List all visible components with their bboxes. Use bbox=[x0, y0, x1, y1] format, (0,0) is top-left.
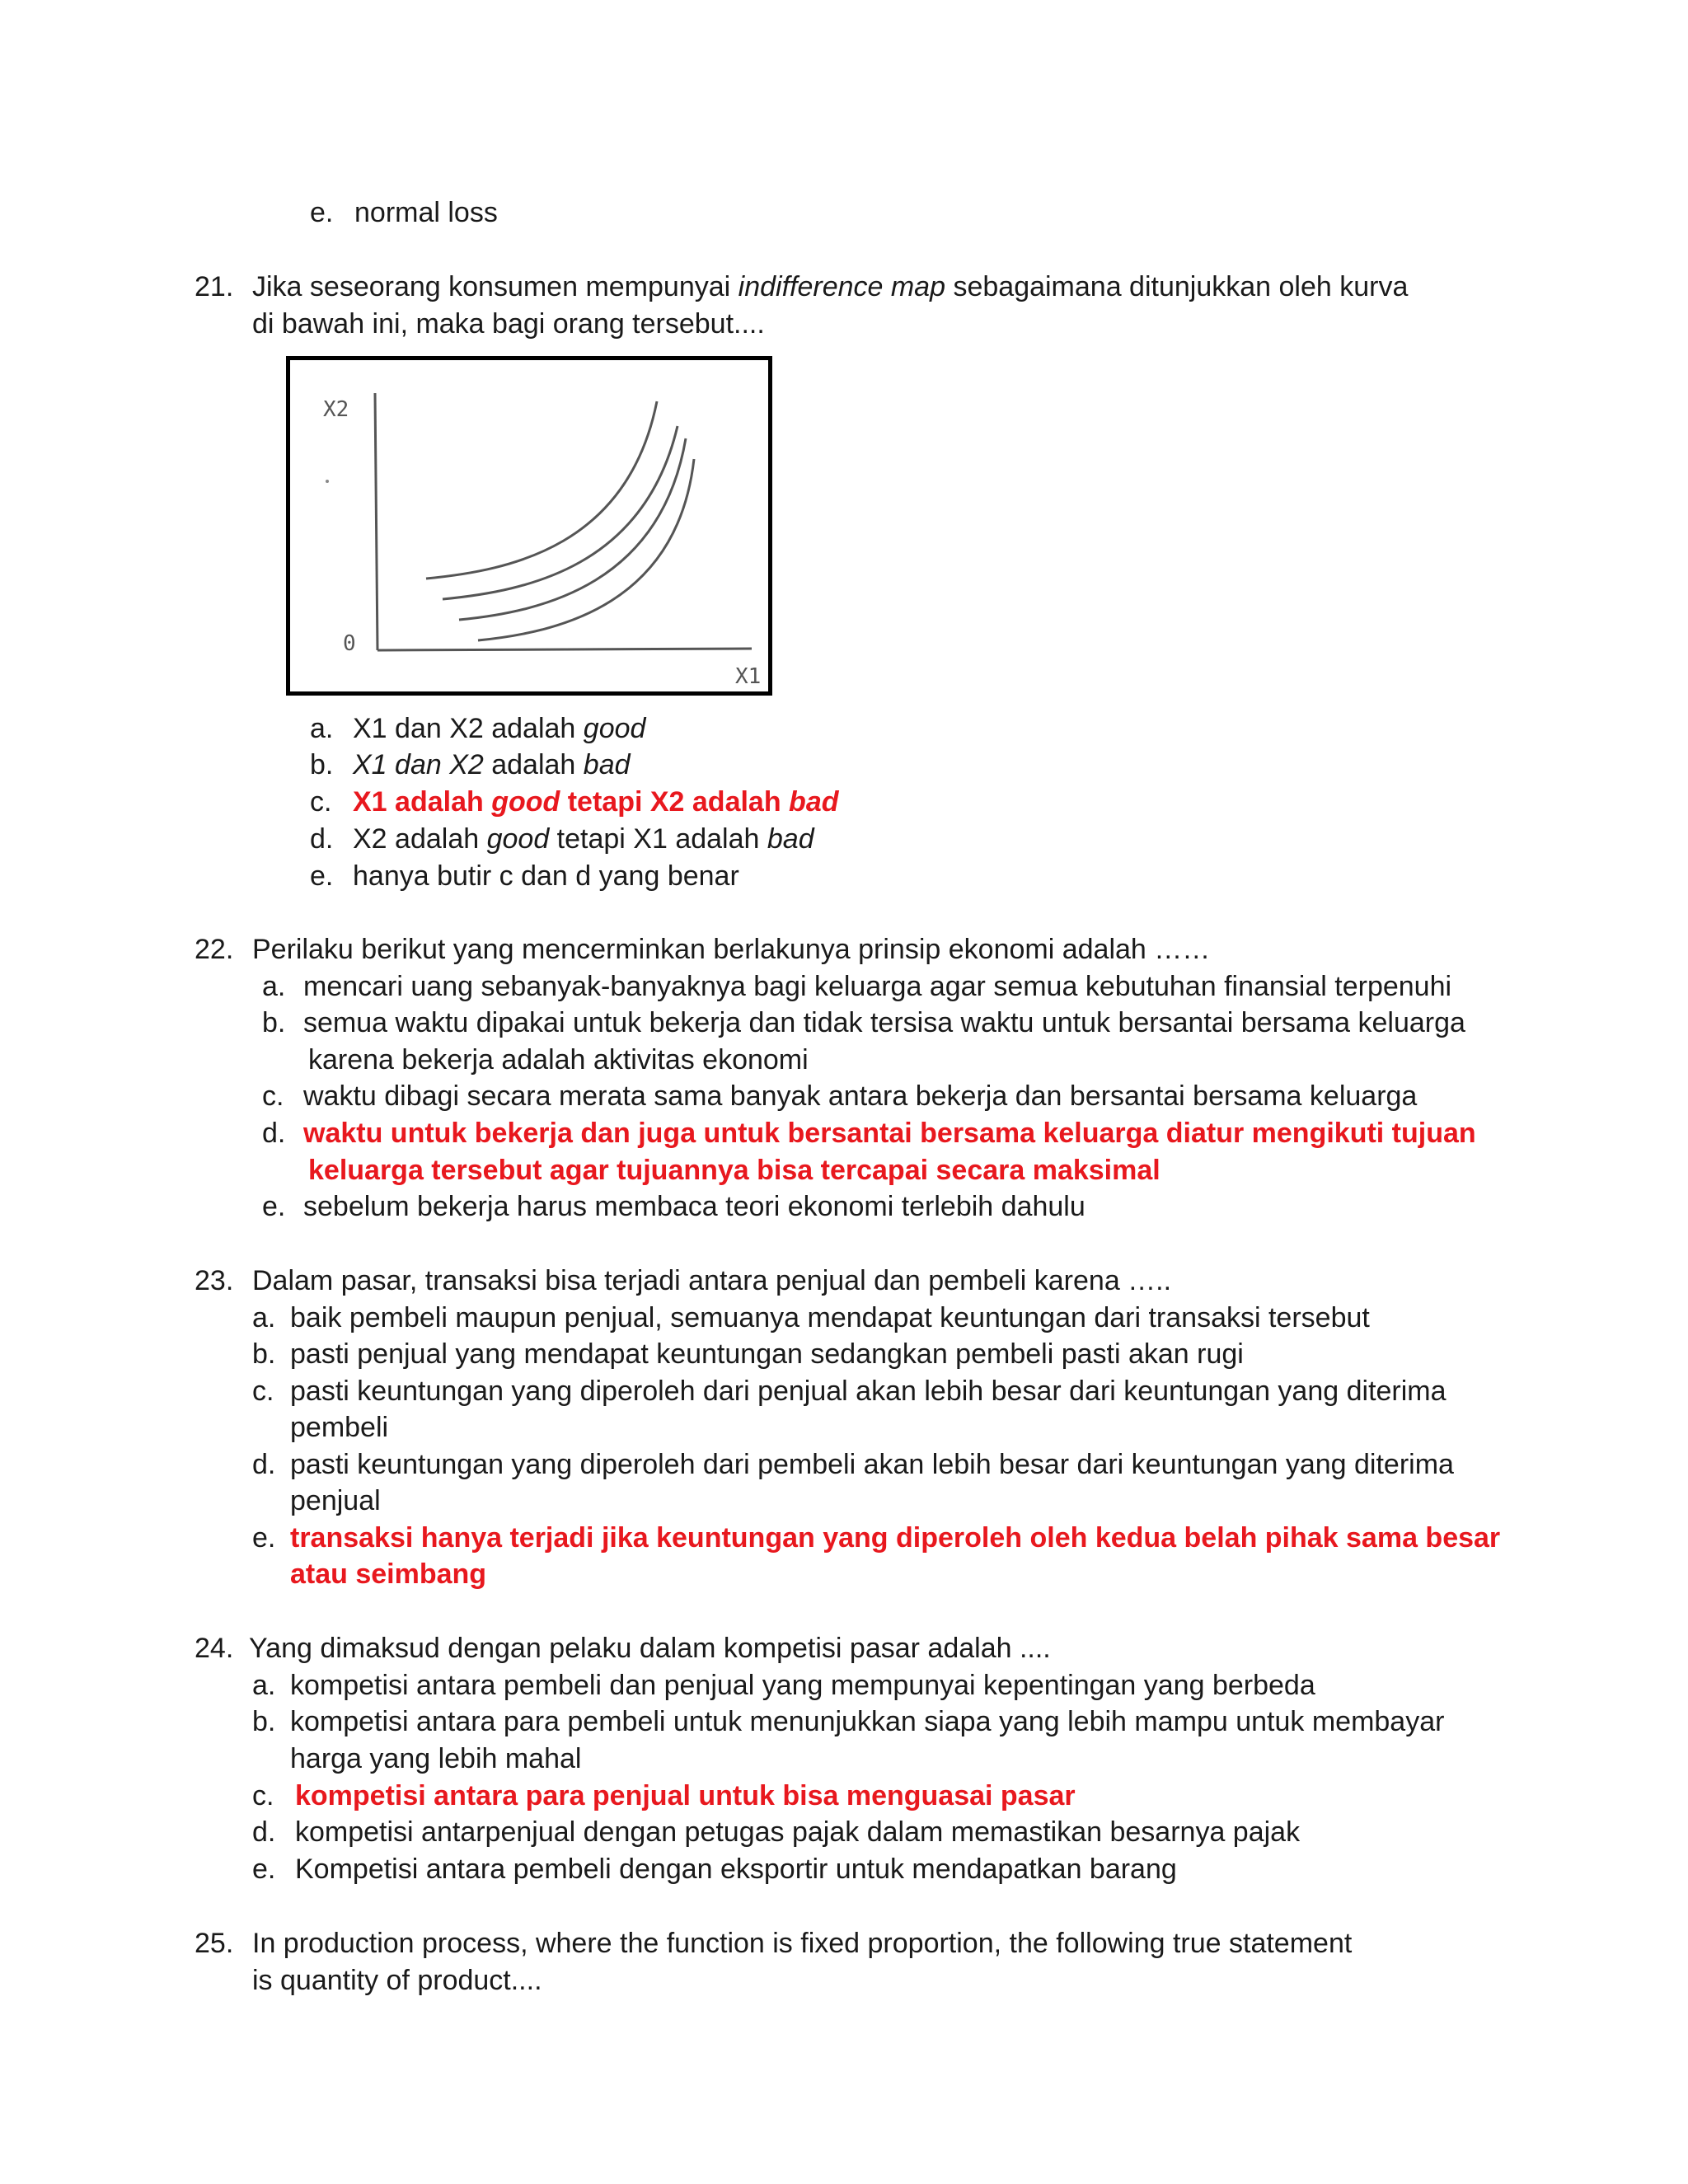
q24-option-a: a. kompetisi antara pembeli dan penjual yang mempunyai kepentingan yang berbeda bbox=[252, 1670, 1315, 1701]
stray-dot bbox=[326, 480, 329, 483]
q20-option-e bbox=[310, 194, 498, 231]
q21-stem-line-1: Jika seseorang konsumen mempunyai indifference map sebagaimana ditunjukkan oleh kurva bbox=[252, 271, 1409, 302]
origin-label: 0 bbox=[343, 631, 356, 656]
y-axis bbox=[375, 393, 377, 650]
q24-option-b-line-2: harga yang lebih mahal bbox=[290, 1743, 582, 1774]
q23-option-e-line-2: atau seimbang bbox=[290, 1558, 487, 1590]
q24-option-e: e. Kompetisi antara pembeli dengan eksportir untuk mendapatkan barang bbox=[252, 1854, 1177, 1885]
q21-option-d: d. X2 adalah good tetapi X1 adalah bad bbox=[310, 823, 814, 855]
q24-stem: Yang dimaksud dengan pelaku dalam kompetisi pasar adalah .... bbox=[249, 1633, 1051, 1664]
q23-option-c: c. pasti keuntungan yang diperoleh dari penjual akan lebih besar dari keuntungan yang diterima bbox=[252, 1376, 1447, 1407]
q21-number: 21. bbox=[195, 271, 234, 302]
option-text: normal loss bbox=[354, 197, 498, 228]
indifference-map-figure bbox=[286, 356, 772, 696]
x-axis-label: X1 bbox=[735, 664, 762, 689]
q21-option-a: a. X1 dan X2 adalah good bbox=[310, 713, 646, 744]
q21-stem-line-2: di bawah ini, maka bagi orang tersebut.... bbox=[252, 308, 765, 340]
q23-option-b: b. pasti penjual yang mendapat keuntungan sedangkan pembeli pasti akan rugi bbox=[252, 1338, 1244, 1370]
q24-option-d: d. kompetisi antarpenjual dengan petugas pajak dalam memastikan besarnya pajak bbox=[252, 1816, 1301, 1848]
q22-option-a: a. mencari uang sebanyak-banyaknya bagi keluarga agar semua kebutuhan finansial terpenuhi bbox=[262, 971, 1452, 1002]
y-axis-label: X2 bbox=[323, 397, 349, 422]
q22-option-d-correct: d. waktu untuk bekerja dan juga untuk bersantai bersama keluarga diatur mengikuti tujuan bbox=[262, 1118, 1476, 1149]
q23-option-d: d. pasti keuntungan yang diperoleh dari pembeli akan lebih besar dari keuntungan yang diterima bbox=[252, 1449, 1454, 1480]
q22-option-b-line-2: karena bekerja adalah aktivitas ekonomi bbox=[308, 1044, 809, 1076]
q21-option-e: e. hanya butir c dan d yang benar bbox=[310, 860, 739, 892]
q21-option-c-correct: c. X1 adalah good tetapi X2 adalah bad bbox=[310, 786, 839, 818]
q24-option-b: b. kompetisi antara para pembeli untuk menunjukkan siapa yang lebih mampu untuk membayar bbox=[252, 1706, 1445, 1737]
q22-number: 22. bbox=[195, 934, 234, 965]
q22-option-c: c. waktu dibagi secara merata sama banyak antara bekerja dan bersantai bersama keluarga bbox=[262, 1080, 1418, 1112]
q23-number: 23. bbox=[195, 1265, 234, 1296]
q22-option-e: e. sebelum bekerja harus membaca teori ekonomi terlebih dahulu bbox=[262, 1191, 1085, 1222]
q23-option-d-line-2: penjual bbox=[290, 1485, 381, 1516]
q24-number: 24. bbox=[195, 1633, 234, 1664]
q25-number: 25. bbox=[195, 1928, 234, 1959]
q25-stem-line-2: is quantity of product.... bbox=[252, 1965, 542, 1996]
indifference-map-chart bbox=[290, 360, 768, 691]
q24-option-c-correct: c. kompetisi antara para penjual untuk bisa menguasai pasar bbox=[252, 1780, 1076, 1811]
q23-option-a: a. baik pembeli maupun penjual, semuanya mendapat keuntungan dari transaksi tersebut bbox=[252, 1302, 1370, 1333]
q22-stem: Perilaku berikut yang mencerminkan berlakunya prinsip ekonomi adalah …… bbox=[252, 934, 1211, 965]
q22-option-b: b. semua waktu dipakai untuk bekerja dan tidak tersisa waktu untuk bersantai bersama keluarga bbox=[262, 1007, 1465, 1038]
indifference-curve-1 bbox=[426, 401, 657, 579]
q23-option-e-correct: e. transaksi hanya terjadi jika keuntungan yang diperoleh oleh kedua belah pihak sama besar bbox=[252, 1522, 1501, 1554]
q21-option-b: b. X1 dan X2 adalah bad bbox=[310, 749, 631, 780]
q23-stem: Dalam pasar, transaksi bisa terjadi antara penjual dan pembeli karena ….. bbox=[252, 1265, 1172, 1296]
q22-option-d-line-2: keluarga tersebut agar tujuannya bisa tercapai secara maksimal bbox=[308, 1155, 1160, 1186]
x-axis bbox=[377, 649, 752, 650]
q25-stem-line-1: In production process, where the function is fixed proportion, the following true statement bbox=[252, 1928, 1353, 1959]
option-label: e. bbox=[310, 197, 334, 228]
q23-option-c-line-2: pembeli bbox=[290, 1412, 389, 1443]
